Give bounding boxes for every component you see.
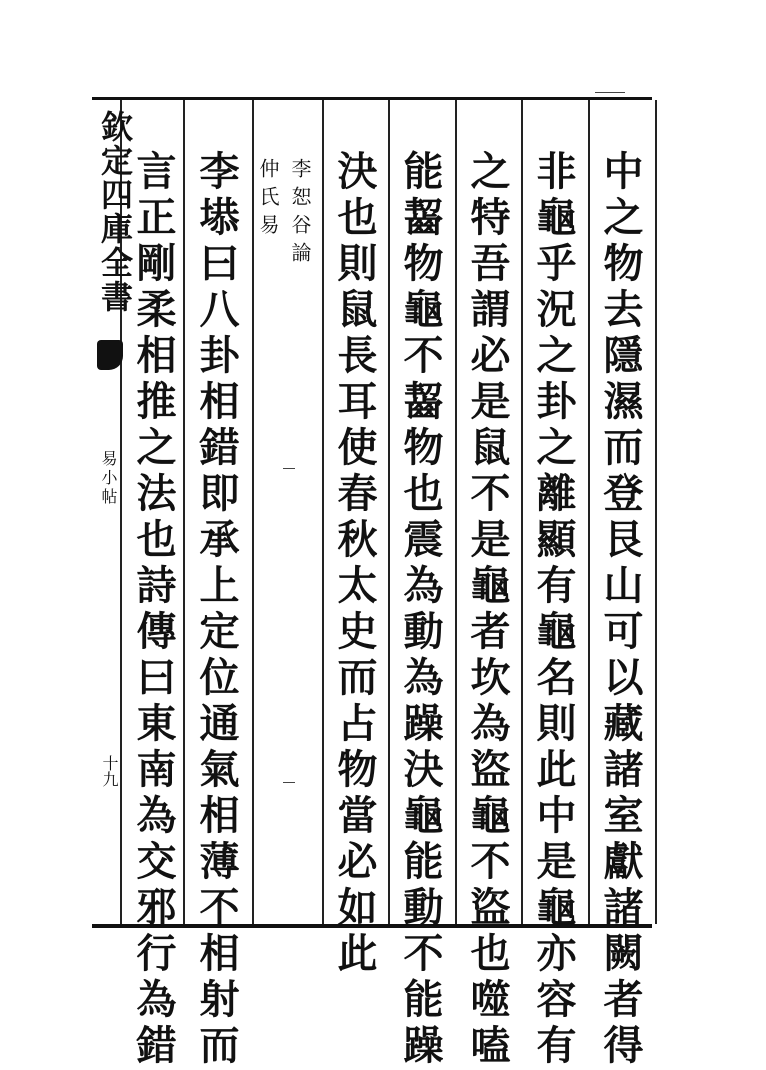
page-number: 十九 — [100, 755, 119, 787]
text-column-2: 非龜乎況之卦之離顯有龜名則此中是龜亦容有 — [530, 150, 577, 1070]
column-divider — [252, 100, 254, 924]
text-column-5: 決也則鼠長耳使春秋太史而占物當必如此 — [331, 150, 378, 978]
fishtail-mark — [97, 340, 123, 370]
text-column-4: 能齧物龜不齧物也震為動為躁決龜能動不能躁 — [397, 150, 444, 1070]
column-divider — [655, 100, 657, 924]
book-title: 欽定四庫全書 — [96, 110, 134, 314]
small-mark — [283, 468, 295, 469]
note-author-line: 李恕谷論 — [288, 158, 312, 270]
text-column-1: 中之物去隱濕而登艮山可以藏諸室獻諸闕者得 — [597, 150, 644, 1070]
text-column-6: 李塨曰八卦相錯即承上定位通氣相薄不相射而 — [193, 150, 240, 1070]
column-divider — [588, 100, 590, 924]
column-divider — [388, 100, 390, 924]
volume-title: 易小帖 — [99, 450, 118, 507]
column-divider — [521, 100, 523, 924]
column-divider — [322, 100, 324, 924]
text-column-7: 言正剛柔相推之法也詩傳曰東南為交邪行為錯 — [130, 150, 177, 1070]
column-divider — [455, 100, 457, 924]
small-mark — [595, 92, 625, 93]
top-border — [92, 97, 652, 100]
note-source-line: 仲氏易 — [256, 158, 280, 242]
column-divider — [183, 100, 185, 924]
small-mark — [283, 782, 295, 783]
text-column-3: 之特吾謂必是鼠不是龜者坎為盜龜不盜也噬嗑 — [464, 150, 511, 1070]
